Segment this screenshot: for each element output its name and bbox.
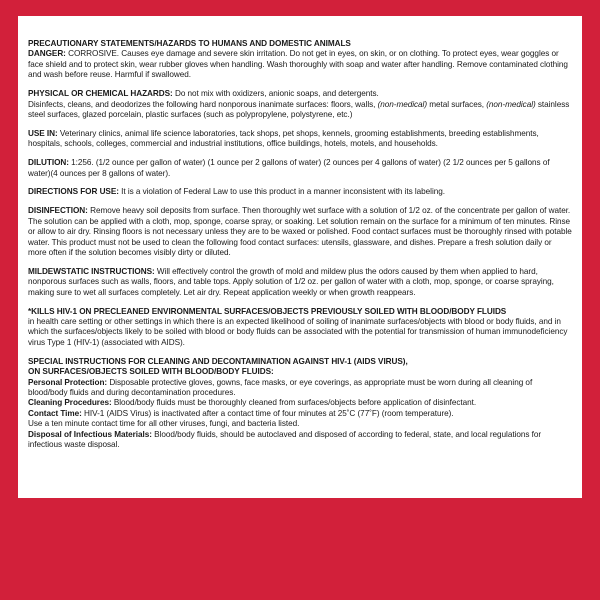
directions-text: It is a violation of Federal Law to use this product in a manner inconsistent with its labeling. [121,187,445,197]
physical-section [28,89,572,120]
physical-italic-2: (non-medical) [486,99,536,109]
precautionary-heading: PRECAUTIONARY STATEMENTS/HAZARDS TO HUMANS AND DOMESTIC ANIMALS [28,39,351,48]
danger-label: DANGER: [28,49,66,59]
special-heading-2: ON SURFACES/OBJECTS SOILED WITH BLOOD/BODY FLUIDS: [28,367,274,377]
physical-text-2b: metal surfaces, [429,99,484,109]
mildewstatic-label: MILDEWSTATIC INSTRUCTIONS: [28,266,155,276]
cleaning-procedures-paragraph [28,398,572,408]
danger-paragraph [28,49,572,80]
left-red-border [0,0,18,498]
hiv-kills-section [28,307,572,349]
disinfection-label: DISINFECTION: [28,206,88,216]
label-content [28,39,572,459]
precautionary-section [28,39,572,81]
physical-italic-1: (non-medical) [377,99,427,109]
cleaning-procedures-label: Cleaning Procedures: [28,398,112,408]
disposal-text: Blood/body fluids, should be autoclaved and disposed of according to federal, state, and local regulations for infectious waste disposal. [28,429,542,449]
hiv-kills-text: in health care setting or other settings in which there is an expected likelihood of soiling of inanimate surfaces/objects with blood or body fluids, and in which the surfaces/objects likely to be soiled with blood or body fluids can be associated with the potential for transmission of human immunodeficiency virus Type 1 (HIV-1) (associated with AIDS). [28,317,568,347]
physical-text-1: Do not mix with oxidizers, anionic soaps, and detergents. [174,89,379,99]
danger-text: CORROSIVE. Causes eye damage and severe skin irritation. Do not get in eyes, on skin, or on clothing. To protect eyes, wear goggles or face shield and to protect skin, wear rubber gloves when handling. Wash thoroughly with soap and water after handling. Remove contaminated clothing and wash before reuse. Harmful if swallowed. [28,49,568,80]
contact-time-text: HIV-1 (AIDS Virus) is inactivated after a contact time of four minutes at 25˚C (77˚F) (room temperature). [84,408,454,418]
physical-text-2a: Disinfects, cleans, and deodorizes the following hard nonporous inanimate surfaces: floors, walls, [28,99,376,109]
physical-label: PHYSICAL OR CHEMICAL HAZARDS: [28,89,173,99]
contact-time-paragraph [28,409,572,419]
use-in-text: Veterinary clinics, animal life science laboratories, tack shops, pet shops, kennels, grooming establishments, breeding establishments, hospitals, schools, colleges, commercial and industrial institutions, office buildings, hotels, motels, and households. [28,128,539,149]
right-red-border [582,0,600,498]
contact-time-label: Contact Time: [28,408,82,418]
cleaning-procedures-text: Blood/body fluids must be thoroughly cleaned from surfaces/objects before application of disinfectant. [113,398,477,408]
directions-section [28,187,572,197]
top-red-border [0,0,600,16]
directions-label: DIRECTIONS FOR USE: [28,187,119,197]
personal-protection-paragraph [28,378,572,399]
directions-paragraph [28,187,572,197]
use-in-label: USE IN: [28,128,58,138]
dilution-label: DILUTION: [28,158,69,168]
bottom-red-border [0,498,600,600]
use-in-paragraph [28,129,572,150]
disinfection-paragraph [28,206,572,258]
disinfection-section [28,206,572,258]
dilution-section [28,158,572,179]
special-instructions-section [28,357,572,451]
special-heading-1: SPECIAL INSTRUCTIONS FOR CLEANING AND DECONTAMINATION AGAINST HIV-1 (AIDS VIRUS), [28,356,408,366]
contact-time-text-2: Use a ten minute contact time for all other viruses, fungi, and bacteria listed. [28,419,300,429]
mildewstatic-section [28,267,572,298]
disinfection-text: Remove heavy soil deposits from surface. Then thoroughly wet surface with a solution of 1/2 oz. of the concentrate per gallon of water. The solution can be applied with a cloth, mop, sponge, coarse spray, or soaking. Let solution remain on the surface for a minimum of ten minutes. Rinse or allow to air dry. Rinsing floors is not necessary unless they are to be waxed or polished. Food contact surfaces must be thoroughly rinsed with potable water. This product must not be used to clean the following food contact surfaces: utensils, glassware, and dishes. Prepare a fresh solution daily or more often if the solution becomes visibly dirty or diluted. [28,206,572,257]
disposal-label: Disposal of Infectious Materials: [28,429,152,439]
hiv-kills-heading: *KILLS HIV-1 ON PRECLEANED ENVIRONMENTAL SURFACES/OBJECTS PREVIOUSLY SOILED WITH BLOOD/BODY FLUIDS [28,306,507,316]
dilution-paragraph [28,158,572,179]
physical-text-2c: stainless steel surfaces, glazed porcelain, plastic surfaces (such as polypropylene, polystyrene, etc.) [28,99,570,119]
mildewstatic-text: Will effectively control the growth of mold and mildew plus the odors caused by them when applied to hard, nonporous surfaces such as walls, floors, and table tops. Apply solution of 1/2 oz. per gallon of water with a cloth, mop, sponge, or coarse spraying, making sure to wet all surfaces completely. Let air dry. Repeat application weekly or when growth reappears. [28,266,554,297]
physical-line-2 [28,100,572,121]
use-in-section [28,129,572,150]
disposal-paragraph [28,430,572,451]
personal-protection-label: Personal Protection: [28,377,108,387]
personal-protection-text: Disposable protective gloves, gowns, face masks, or eye coverings, as appropriate must be worn during all cleaning of blood/body fluids and during decontamination procedures. [28,377,533,397]
mildewstatic-paragraph [28,267,572,298]
physical-line-1 [28,89,572,99]
dilution-text: 1:256. (1/2 ounce per gallon of water) (1 ounce per 2 gallons of water) (2 ounces per 4 gallons of water) (2 1/2 ounces per 5 gallons of water)(4 ounces per 8 gallons of water). [28,158,550,178]
